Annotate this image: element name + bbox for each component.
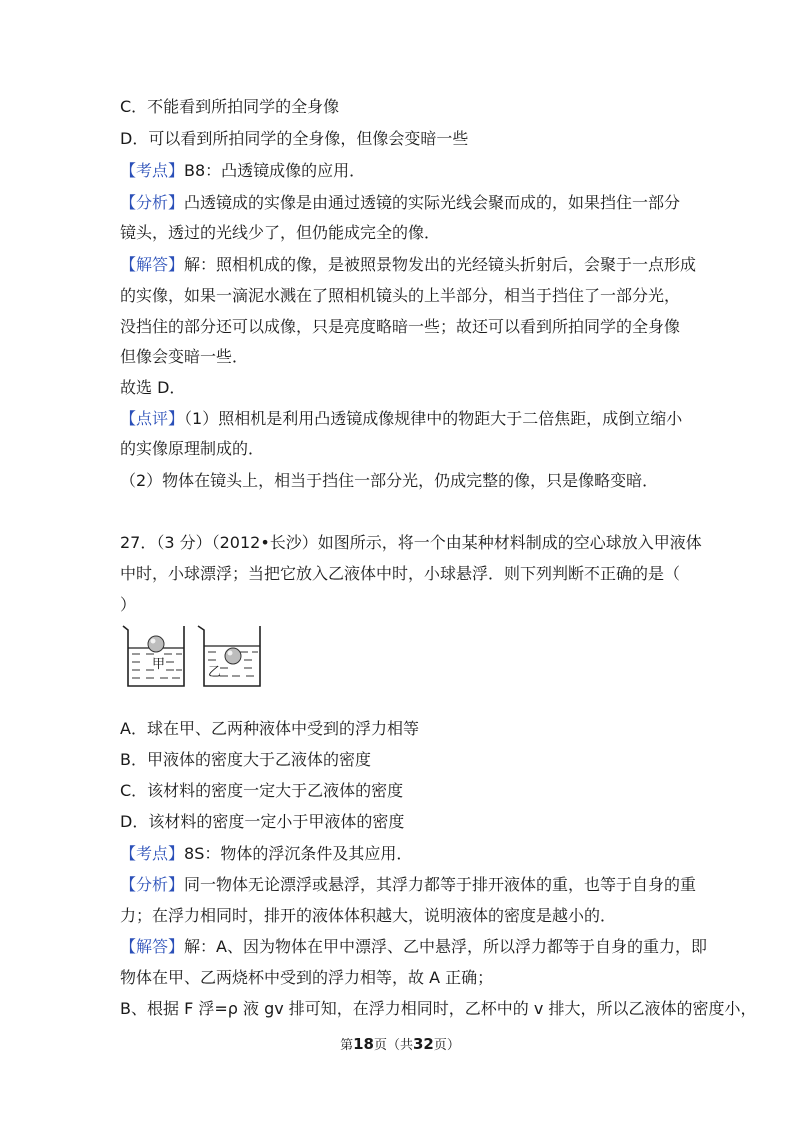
jieda-label: 【解答】 — [120, 937, 185, 956]
dianping-text-1: （1）照相机是利用凸透镜成像规律中的物距大于二倍焦距，成倒立缩小 — [184, 409, 683, 428]
ball-floating — [148, 636, 164, 652]
kaodian-label: 【考点】 — [120, 844, 185, 863]
ball-suspended — [225, 648, 241, 664]
fenxi-text-1: 同一物体无论漂浮或悬浮，其浮力都等于排开液体的重，也等于自身的重 — [184, 875, 697, 894]
beakers-diagram — [120, 622, 270, 692]
q27-fenxi-line-2: 力；在浮力相同时，排开的液体体积越大，说明液体的密度是越小的． — [120, 906, 617, 925]
q27-jieda — [120, 936, 707, 958]
fenxi-label: 【分析】 — [120, 193, 185, 212]
q26-option-c: C．不能看到所拍同学的全身像 — [120, 97, 340, 116]
q27-option-b: B．甲液体的密度大于乙液体的密度 — [120, 750, 371, 769]
kaodian-text: B8：凸透镜成像的应用． — [184, 161, 366, 180]
q27-option-c: C．该材料的密度一定大于乙液体的密度 — [120, 781, 404, 800]
q26-jieda-line-3: 没挡住的部分还可以成像，只是亮度略暗一些；故还可以看到所拍同学的全身像 — [120, 317, 681, 336]
q26-dianping-line-2: 的实像原理制成的． — [120, 439, 265, 458]
q27-stem-line-2: 中时，小球漂浮；当把它放入乙液体中时，小球悬浮．则下列判断不正确的是（ — [120, 564, 681, 583]
jieda-text-1: 解：A、因为物体在甲中漂浮、乙中悬浮，所以浮力都等于自身的重力，即 — [184, 937, 707, 956]
q27-jieda-line-2: 物体在甲、乙两烧杯中受到的浮力相等，故 A 正确； — [120, 968, 494, 987]
kaodian-text: 8S：物体的浮沉条件及其应用． — [184, 844, 413, 863]
label-jia: 甲 — [152, 656, 166, 671]
q26-jieda-line-4: 但像会变暗一些． — [120, 347, 249, 366]
q27-stem-line-1: 27．（3 分）（2012•长沙）如图所示，将一个由某种材料制成的空心球放入甲液体 — [120, 533, 702, 552]
q27-stem-line-3: ） — [120, 595, 137, 614]
fenxi-text-1: 凸透镜成的实像是由通过透镜的实际光线会聚而成的，如果挡住一部分 — [184, 193, 681, 212]
footer-mid: 页（共 — [373, 1038, 413, 1053]
footer-pre: 第 — [340, 1038, 354, 1053]
q27-option-a: A．球在甲、乙两种液体中受到的浮力相等 — [120, 719, 419, 738]
fenxi-label: 【分析】 — [120, 875, 185, 894]
q26-dianping-line-3: （2）物体在镜头上，相当于挡住一部分光，仍成完整的像，只是像略变暗． — [120, 471, 659, 490]
label-yi: 乙 — [208, 664, 222, 679]
q27-fenxi — [120, 874, 696, 896]
footer-post: 页） — [433, 1038, 460, 1053]
q26-option-d: D．可以看到所拍同学的全身像，但像会变暗一些 — [120, 129, 469, 148]
q26-kaodian — [120, 160, 365, 182]
page-footer — [0, 1034, 800, 1053]
q26-fenxi-line-2: 镜头，透过的光线少了，但仍能成完全的像． — [120, 223, 441, 242]
kaodian-label: 【考点】 — [120, 161, 185, 180]
jieda-label: 【解答】 — [120, 255, 185, 274]
page-total: 32 — [413, 1035, 434, 1053]
page-number: 18 — [353, 1035, 374, 1053]
jieda-text-1: 解：照相机成的像，是被照景物发出的光经镜头折射后，会聚于一点形成 — [184, 255, 697, 274]
q26-answer: 故选 D． — [120, 378, 186, 397]
q26-jieda-line-2: 的实像，如果一滴泥水溅在了照相机镜头的上半部分，相当于挡住了一部分光， — [120, 286, 681, 305]
q27-kaodian — [120, 843, 412, 865]
q26-fenxi — [120, 192, 680, 214]
q27-jieda-line-3: B、根据 F 浮=ρ 液 gv 排可知，在浮力相同时，乙杯中的 v 排大，所以乙液体的密度小， — [120, 999, 757, 1018]
beakers-figure — [120, 622, 270, 692]
q26-dianping — [120, 408, 682, 430]
dianping-label: 【点评】 — [120, 409, 185, 428]
q27-option-d: D．该材料的密度一定小于甲液体的密度 — [120, 812, 405, 831]
q26-jieda — [120, 254, 696, 276]
